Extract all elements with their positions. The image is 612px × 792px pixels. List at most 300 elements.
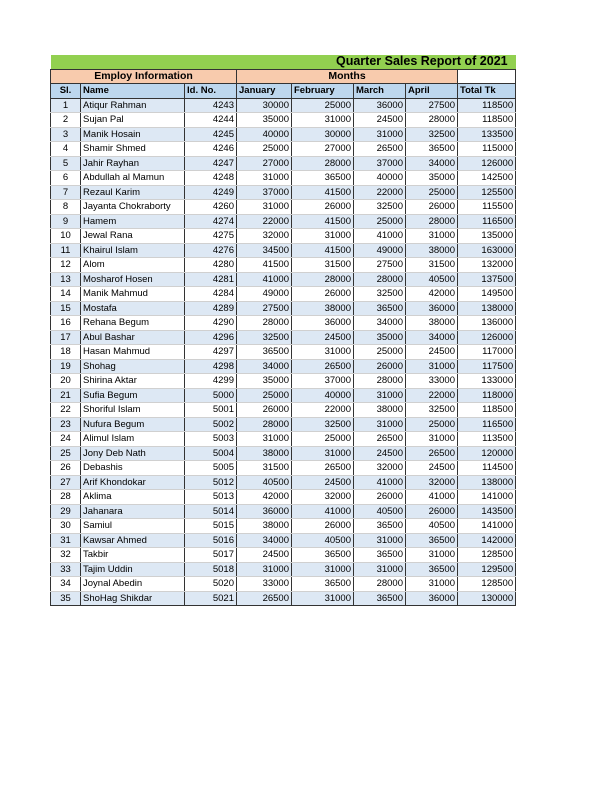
cell-january: 41500 xyxy=(237,258,292,273)
cell-april: 36000 xyxy=(406,591,458,606)
blank-header-cell xyxy=(458,69,516,84)
table-row xyxy=(51,359,516,374)
cell-january: 36000 xyxy=(237,504,292,519)
cell-february: 36500 xyxy=(292,171,354,186)
cell-sl: 25 xyxy=(51,446,81,461)
cell-january: 40500 xyxy=(237,475,292,490)
cell-april: 28000 xyxy=(406,214,458,229)
cell-sl: 12 xyxy=(51,258,81,273)
cell-january: 38000 xyxy=(237,519,292,534)
cell-name: ShoHag Shikdar xyxy=(81,591,185,606)
table-row xyxy=(51,301,516,316)
cell-total: 137500 xyxy=(458,272,516,287)
cell-april: 26000 xyxy=(406,504,458,519)
cell-sl: 18 xyxy=(51,345,81,360)
cell-total: 143500 xyxy=(458,504,516,519)
cell-total: 118500 xyxy=(458,113,516,128)
cell-sl: 24 xyxy=(51,432,81,447)
cell-february: 31000 xyxy=(292,229,354,244)
cell-total: 138000 xyxy=(458,475,516,490)
table-row xyxy=(51,461,516,476)
employ-information-header: Employ Information xyxy=(51,69,237,84)
cell-march: 32000 xyxy=(354,461,406,476)
cell-february: 26000 xyxy=(292,200,354,215)
table-row xyxy=(51,504,516,519)
cell-march: 40500 xyxy=(354,504,406,519)
cell-total: 117500 xyxy=(458,359,516,374)
table-row xyxy=(51,388,516,403)
cell-total: 142500 xyxy=(458,171,516,186)
table-row xyxy=(51,200,516,215)
cell-id: 5004 xyxy=(185,446,237,461)
cell-id: 5018 xyxy=(185,562,237,577)
cell-march: 24500 xyxy=(354,446,406,461)
cell-id: 4297 xyxy=(185,345,237,360)
cell-name: Nufura Begum xyxy=(81,417,185,432)
cell-january: 24500 xyxy=(237,548,292,563)
table-row xyxy=(51,533,516,548)
cell-january: 31000 xyxy=(237,171,292,186)
cell-february: 40500 xyxy=(292,533,354,548)
cell-april: 40500 xyxy=(406,519,458,534)
cell-name: Rezaul Karim xyxy=(81,185,185,200)
cell-sl: 34 xyxy=(51,577,81,592)
cell-total: 117000 xyxy=(458,345,516,360)
cell-january: 31500 xyxy=(237,461,292,476)
cell-january: 36500 xyxy=(237,345,292,360)
cell-april: 32000 xyxy=(406,475,458,490)
cell-march: 35000 xyxy=(354,330,406,345)
cell-name: Rehana Begum xyxy=(81,316,185,331)
months-header: Months xyxy=(237,69,458,84)
cell-id: 4247 xyxy=(185,156,237,171)
cell-sl: 14 xyxy=(51,287,81,302)
cell-id: 5005 xyxy=(185,461,237,476)
cell-name: Abdullah al Mamun xyxy=(81,171,185,186)
cell-sl: 33 xyxy=(51,562,81,577)
cell-april: 26000 xyxy=(406,200,458,215)
table-row xyxy=(51,316,516,331)
cell-march: 26000 xyxy=(354,359,406,374)
cell-sl: 27 xyxy=(51,475,81,490)
cell-total: 133500 xyxy=(458,127,516,142)
cell-march: 25000 xyxy=(354,345,406,360)
cell-id: 5012 xyxy=(185,475,237,490)
cell-name: Shamir Shmed xyxy=(81,142,185,157)
cell-id: 4276 xyxy=(185,243,237,258)
cell-total: 118000 xyxy=(458,388,516,403)
cell-february: 40000 xyxy=(292,388,354,403)
cell-total: 141000 xyxy=(458,519,516,534)
cell-name: Shoriful Islam xyxy=(81,403,185,418)
cell-april: 31000 xyxy=(406,229,458,244)
cell-id: 5015 xyxy=(185,519,237,534)
table-row xyxy=(51,229,516,244)
column-header-row xyxy=(51,84,516,99)
cell-april: 40500 xyxy=(406,272,458,287)
title-row xyxy=(51,55,516,69)
cell-total: 141000 xyxy=(458,490,516,505)
cell-february: 24500 xyxy=(292,475,354,490)
cell-name: Manik Mahmud xyxy=(81,287,185,302)
table-row xyxy=(51,142,516,157)
cell-april: 41000 xyxy=(406,490,458,505)
table-row xyxy=(51,243,516,258)
cell-april: 24500 xyxy=(406,461,458,476)
report-title: Quarter Sales Report of 2021 xyxy=(51,55,516,69)
cell-sl: 17 xyxy=(51,330,81,345)
cell-name: Jahanara xyxy=(81,504,185,519)
cell-total: 115000 xyxy=(458,142,516,157)
cell-name: Atiqur Rahman xyxy=(81,98,185,113)
cell-sl: 9 xyxy=(51,214,81,229)
table-row xyxy=(51,374,516,389)
cell-february: 36500 xyxy=(292,577,354,592)
cell-march: 24500 xyxy=(354,113,406,128)
cell-january: 26000 xyxy=(237,403,292,418)
cell-sl: 15 xyxy=(51,301,81,316)
header-id: Id. No. xyxy=(185,84,237,99)
cell-february: 41500 xyxy=(292,214,354,229)
cell-id: 4248 xyxy=(185,171,237,186)
cell-id: 4289 xyxy=(185,301,237,316)
cell-february: 28000 xyxy=(292,272,354,287)
cell-name: Arif Khondokar xyxy=(81,475,185,490)
cell-january: 34000 xyxy=(237,533,292,548)
cell-march: 27500 xyxy=(354,258,406,273)
cell-id: 5013 xyxy=(185,490,237,505)
cell-id: 5000 xyxy=(185,388,237,403)
cell-sl: 5 xyxy=(51,156,81,171)
cell-january: 28000 xyxy=(237,316,292,331)
cell-march: 28000 xyxy=(354,272,406,287)
table-row xyxy=(51,417,516,432)
cell-march: 40000 xyxy=(354,171,406,186)
table-row xyxy=(51,591,516,606)
cell-id: 5016 xyxy=(185,533,237,548)
cell-name: Sufia Begum xyxy=(81,388,185,403)
table-row xyxy=(51,272,516,287)
cell-april: 28000 xyxy=(406,113,458,128)
cell-sl: 6 xyxy=(51,171,81,186)
cell-january: 34500 xyxy=(237,243,292,258)
cell-id: 5020 xyxy=(185,577,237,592)
header-april: April xyxy=(406,84,458,99)
cell-total: 125500 xyxy=(458,185,516,200)
cell-march: 36500 xyxy=(354,301,406,316)
cell-january: 38000 xyxy=(237,446,292,461)
cell-id: 4245 xyxy=(185,127,237,142)
cell-february: 24500 xyxy=(292,330,354,345)
cell-february: 31000 xyxy=(292,562,354,577)
cell-february: 22000 xyxy=(292,403,354,418)
cell-march: 26500 xyxy=(354,432,406,447)
cell-april: 31000 xyxy=(406,359,458,374)
cell-january: 28000 xyxy=(237,417,292,432)
table-row xyxy=(51,156,516,171)
cell-february: 26000 xyxy=(292,287,354,302)
cell-name: Aklima xyxy=(81,490,185,505)
cell-id: 5021 xyxy=(185,591,237,606)
cell-february: 37000 xyxy=(292,374,354,389)
header-march: March xyxy=(354,84,406,99)
table-row xyxy=(51,214,516,229)
cell-april: 33000 xyxy=(406,374,458,389)
cell-april: 36000 xyxy=(406,301,458,316)
cell-total: 120000 xyxy=(458,446,516,461)
cell-sl: 28 xyxy=(51,490,81,505)
cell-name: Hamem xyxy=(81,214,185,229)
cell-sl: 10 xyxy=(51,229,81,244)
cell-february: 31500 xyxy=(292,258,354,273)
cell-february: 31000 xyxy=(292,446,354,461)
table-row xyxy=(51,519,516,534)
table-row xyxy=(51,127,516,142)
cell-march: 31000 xyxy=(354,562,406,577)
cell-total: 126000 xyxy=(458,330,516,345)
cell-total: 128500 xyxy=(458,577,516,592)
cell-name: Alom xyxy=(81,258,185,273)
cell-total: 135000 xyxy=(458,229,516,244)
cell-total: 118500 xyxy=(458,403,516,418)
cell-january: 26500 xyxy=(237,591,292,606)
cell-sl: 29 xyxy=(51,504,81,519)
cell-january: 42000 xyxy=(237,490,292,505)
cell-total: 133000 xyxy=(458,374,516,389)
cell-february: 32500 xyxy=(292,417,354,432)
cell-sl: 31 xyxy=(51,533,81,548)
cell-sl: 13 xyxy=(51,272,81,287)
cell-name: Khairul Islam xyxy=(81,243,185,258)
cell-sl: 22 xyxy=(51,403,81,418)
cell-february: 30000 xyxy=(292,127,354,142)
cell-total: 126000 xyxy=(458,156,516,171)
cell-id: 5017 xyxy=(185,548,237,563)
cell-total: 142000 xyxy=(458,533,516,548)
cell-march: 31000 xyxy=(354,388,406,403)
cell-sl: 30 xyxy=(51,519,81,534)
cell-total: 130000 xyxy=(458,591,516,606)
cell-march: 26500 xyxy=(354,142,406,157)
cell-february: 36500 xyxy=(292,548,354,563)
cell-february: 31000 xyxy=(292,591,354,606)
cell-total: 149500 xyxy=(458,287,516,302)
cell-march: 36500 xyxy=(354,591,406,606)
cell-total: 114500 xyxy=(458,461,516,476)
cell-name: Jewal Rana xyxy=(81,229,185,244)
table-row xyxy=(51,113,516,128)
cell-march: 36500 xyxy=(354,519,406,534)
cell-sl: 11 xyxy=(51,243,81,258)
cell-february: 25000 xyxy=(292,98,354,113)
cell-sl: 1 xyxy=(51,98,81,113)
cell-february: 26500 xyxy=(292,461,354,476)
table-row xyxy=(51,432,516,447)
cell-sl: 7 xyxy=(51,185,81,200)
cell-sl: 26 xyxy=(51,461,81,476)
cell-name: Shirina Aktar xyxy=(81,374,185,389)
cell-january: 31000 xyxy=(237,432,292,447)
cell-name: Manik Hosain xyxy=(81,127,185,142)
cell-january: 32000 xyxy=(237,229,292,244)
cell-id: 4298 xyxy=(185,359,237,374)
cell-name: Jayanta Chokraborty xyxy=(81,200,185,215)
cell-id: 4244 xyxy=(185,113,237,128)
cell-total: 115500 xyxy=(458,200,516,215)
cell-january: 35000 xyxy=(237,113,292,128)
cell-april: 31000 xyxy=(406,432,458,447)
cell-january: 35000 xyxy=(237,374,292,389)
cell-id: 5001 xyxy=(185,403,237,418)
cell-february: 38000 xyxy=(292,301,354,316)
cell-march: 28000 xyxy=(354,577,406,592)
cell-total: 113500 xyxy=(458,432,516,447)
cell-sl: 4 xyxy=(51,142,81,157)
cell-sl: 32 xyxy=(51,548,81,563)
cell-january: 40000 xyxy=(237,127,292,142)
cell-total: 138000 xyxy=(458,301,516,316)
table-row xyxy=(51,403,516,418)
cell-name: Shohag xyxy=(81,359,185,374)
cell-total: 116500 xyxy=(458,214,516,229)
cell-february: 41500 xyxy=(292,185,354,200)
cell-january: 37000 xyxy=(237,185,292,200)
cell-id: 4284 xyxy=(185,287,237,302)
cell-april: 34000 xyxy=(406,330,458,345)
table-row xyxy=(51,258,516,273)
cell-march: 31000 xyxy=(354,417,406,432)
cell-april: 42000 xyxy=(406,287,458,302)
cell-id: 4281 xyxy=(185,272,237,287)
cell-march: 25000 xyxy=(354,214,406,229)
cell-name: Debashis xyxy=(81,461,185,476)
cell-march: 38000 xyxy=(354,403,406,418)
cell-february: 26000 xyxy=(292,519,354,534)
cell-sl: 8 xyxy=(51,200,81,215)
cell-april: 24500 xyxy=(406,345,458,360)
cell-january: 25000 xyxy=(237,388,292,403)
cell-april: 31000 xyxy=(406,548,458,563)
cell-sl: 23 xyxy=(51,417,81,432)
table-row xyxy=(51,475,516,490)
header-total: Total Tk xyxy=(458,84,516,99)
cell-february: 25000 xyxy=(292,432,354,447)
table-row xyxy=(51,330,516,345)
table-row xyxy=(51,345,516,360)
cell-february: 31000 xyxy=(292,345,354,360)
cell-april: 31500 xyxy=(406,258,458,273)
table-row xyxy=(51,577,516,592)
cell-march: 22000 xyxy=(354,185,406,200)
cell-march: 31000 xyxy=(354,533,406,548)
cell-april: 31000 xyxy=(406,577,458,592)
table-row xyxy=(51,490,516,505)
cell-id: 5014 xyxy=(185,504,237,519)
cell-id: 4243 xyxy=(185,98,237,113)
cell-sl: 21 xyxy=(51,388,81,403)
cell-id: 4274 xyxy=(185,214,237,229)
table-row xyxy=(51,548,516,563)
cell-march: 26000 xyxy=(354,490,406,505)
cell-id: 4249 xyxy=(185,185,237,200)
cell-january: 33000 xyxy=(237,577,292,592)
cell-april: 36500 xyxy=(406,562,458,577)
cell-february: 32000 xyxy=(292,490,354,505)
cell-total: 118500 xyxy=(458,98,516,113)
cell-name: Joynal Abedin xyxy=(81,577,185,592)
cell-id: 4280 xyxy=(185,258,237,273)
cell-january: 30000 xyxy=(237,98,292,113)
cell-january: 31000 xyxy=(237,200,292,215)
cell-april: 22000 xyxy=(406,388,458,403)
cell-april: 38000 xyxy=(406,243,458,258)
cell-id: 5002 xyxy=(185,417,237,432)
cell-sl: 2 xyxy=(51,113,81,128)
cell-id: 4275 xyxy=(185,229,237,244)
cell-id: 4290 xyxy=(185,316,237,331)
cell-april: 25000 xyxy=(406,417,458,432)
cell-name: Hasan Mahmud xyxy=(81,345,185,360)
cell-february: 41000 xyxy=(292,504,354,519)
cell-name: Jahir Rayhan xyxy=(81,156,185,171)
cell-april: 36500 xyxy=(406,142,458,157)
cell-january: 27000 xyxy=(237,156,292,171)
table-row xyxy=(51,185,516,200)
cell-total: 116500 xyxy=(458,417,516,432)
cell-sl: 3 xyxy=(51,127,81,142)
cell-january: 22000 xyxy=(237,214,292,229)
cell-march: 34000 xyxy=(354,316,406,331)
cell-name: Takbir xyxy=(81,548,185,563)
cell-april: 27500 xyxy=(406,98,458,113)
cell-january: 32500 xyxy=(237,330,292,345)
cell-march: 32500 xyxy=(354,200,406,215)
cell-total: 128500 xyxy=(458,548,516,563)
cell-id: 4296 xyxy=(185,330,237,345)
cell-january: 34000 xyxy=(237,359,292,374)
cell-january: 25000 xyxy=(237,142,292,157)
cell-january: 27500 xyxy=(237,301,292,316)
table-row xyxy=(51,171,516,186)
cell-march: 28000 xyxy=(354,374,406,389)
cell-total: 132000 xyxy=(458,258,516,273)
cell-march: 41000 xyxy=(354,229,406,244)
cell-sl: 35 xyxy=(51,591,81,606)
cell-total: 129500 xyxy=(458,562,516,577)
cell-name: Sujan Pal xyxy=(81,113,185,128)
cell-march: 32500 xyxy=(354,287,406,302)
header-name: Name xyxy=(81,84,185,99)
table-row xyxy=(51,562,516,577)
table-row xyxy=(51,98,516,113)
cell-march: 49000 xyxy=(354,243,406,258)
header-january: January xyxy=(237,84,292,99)
cell-name: Mostafa xyxy=(81,301,185,316)
cell-april: 35000 xyxy=(406,171,458,186)
cell-april: 34000 xyxy=(406,156,458,171)
cell-sl: 16 xyxy=(51,316,81,331)
cell-sl: 19 xyxy=(51,359,81,374)
cell-april: 32500 xyxy=(406,403,458,418)
cell-id: 4246 xyxy=(185,142,237,157)
cell-february: 27000 xyxy=(292,142,354,157)
header-february: February xyxy=(292,84,354,99)
cell-total: 136000 xyxy=(458,316,516,331)
cell-january: 41000 xyxy=(237,272,292,287)
cell-name: Abul Bashar xyxy=(81,330,185,345)
cell-march: 36500 xyxy=(354,548,406,563)
cell-name: Jony Deb Nath xyxy=(81,446,185,461)
